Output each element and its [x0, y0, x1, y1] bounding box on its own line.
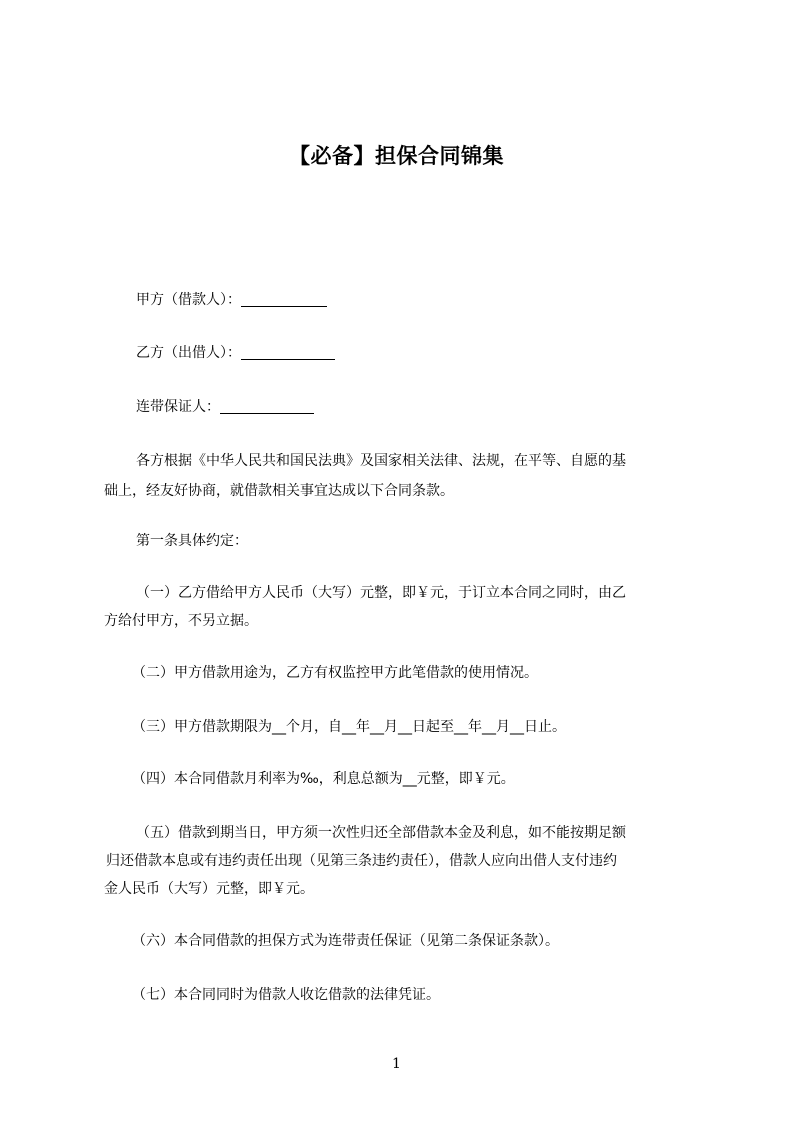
- page-number: 1: [392, 1056, 401, 1072]
- clause-1-line-1: （一）乙方借给甲方人民币（大写）元整，即￥元，于订立本合同之同时，由乙: [136, 585, 626, 601]
- guarantor-line: [104, 392, 736, 422]
- party-a-label: 甲方（借款人）：: [136, 292, 241, 308]
- clause-4: （四）本合同借款月利率为‰，利息总额为__元整，即￥元。: [132, 771, 515, 787]
- clause-3: （三）甲方借款期限为__个月，自__年__月__日起至__年__月__日止。: [132, 719, 566, 735]
- clause-5-line-2: 归还借款本息或有违约责任出现（见第三条违约责任），借款人应向出借人支付违约: [106, 853, 617, 869]
- party-b-label: 乙方（出借人）：: [136, 345, 241, 361]
- clause-1-line-2: 方给付甲方，不另立据。: [104, 613, 258, 629]
- clause-5-line-3: 金人民币（大写）元整，即￥元。: [104, 881, 314, 897]
- guarantor-blank[interactable]: [220, 397, 314, 414]
- guarantor-label: 连带保证人：: [136, 399, 220, 415]
- intro-line-1: 各方根据《中华人民共和国民法典》及国家相关法律、法规，在平等、自愿的基: [136, 453, 626, 469]
- clause-2: （二）甲方借款用途为，乙方有权监控甲方此笔借款的使用情况。: [132, 665, 538, 681]
- clause-5-line-1: （五）借款到期当日，甲方须一次性归还全部借款本金及利息，如不能按期足额: [136, 825, 626, 841]
- intro-line-2: 础上，经友好协商，就借款相关事宜达成以下合同条款。: [104, 483, 454, 499]
- article-1-heading: 第一条具体约定：: [136, 533, 248, 549]
- clause-7: （七）本合同同时为借款人收讫借款的法律凭证。: [132, 987, 440, 1003]
- party-a-blank[interactable]: [241, 290, 327, 307]
- party-a-line: [104, 285, 736, 315]
- clause-6: （六）本合同借款的担保方式为连带责任保证（见第二条保证条款）。: [132, 933, 559, 949]
- document-title: 【必备】担保合同锦集: [289, 144, 504, 168]
- party-b-line: [104, 338, 736, 368]
- party-b-blank[interactable]: [241, 343, 335, 360]
